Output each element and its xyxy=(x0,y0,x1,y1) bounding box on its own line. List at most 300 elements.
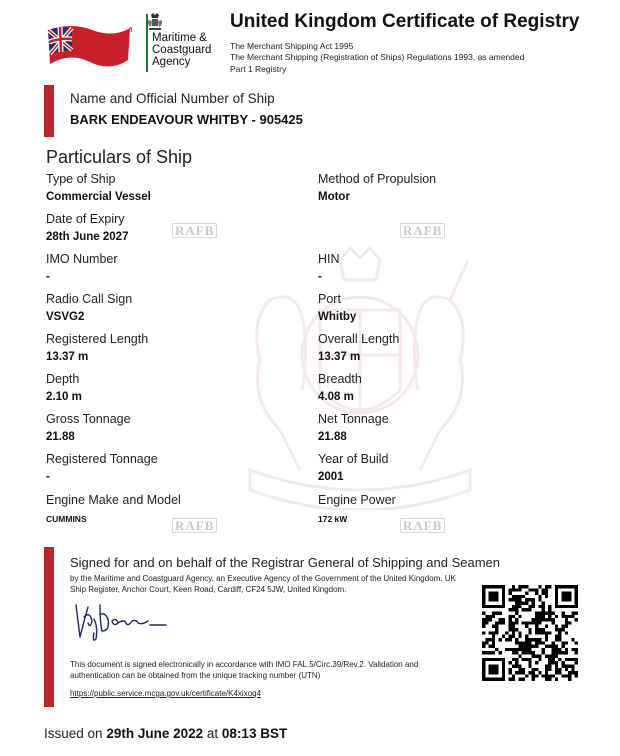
name-section-accent-bar xyxy=(44,85,54,137)
qr-module xyxy=(522,668,525,671)
qr-module xyxy=(512,635,515,638)
ship-name-label: Name and Official Number of Ship xyxy=(70,91,275,106)
qr-module xyxy=(532,645,535,648)
qr-module xyxy=(512,588,515,591)
qr-module xyxy=(525,608,528,611)
qr-module xyxy=(571,664,574,667)
qr-finder-module xyxy=(489,592,499,602)
qr-module xyxy=(485,618,488,621)
qr-module xyxy=(538,611,541,614)
qr-module xyxy=(575,658,578,661)
qr-module xyxy=(558,638,561,641)
qr-module xyxy=(565,668,568,671)
qr-module xyxy=(515,661,518,664)
qr-module xyxy=(558,631,561,634)
qr-code[interactable] xyxy=(482,585,578,681)
qr-module xyxy=(525,651,528,654)
qr-module xyxy=(518,585,521,588)
qr-module xyxy=(512,608,515,611)
field-value: 13.37 m xyxy=(318,351,361,363)
qr-module xyxy=(482,651,485,654)
qr-module xyxy=(558,658,561,661)
qr-module xyxy=(535,618,538,621)
signature-section-accent-bar xyxy=(44,547,54,707)
qr-module xyxy=(575,674,578,677)
qr-module xyxy=(518,635,521,638)
qr-module xyxy=(492,625,495,628)
qr-module xyxy=(515,588,518,591)
qr-module xyxy=(542,631,545,634)
qr-module xyxy=(538,598,541,601)
field-value: - xyxy=(46,271,50,283)
field-label: Engine Make and Model xyxy=(46,493,181,507)
ship-name-and-number xyxy=(70,112,303,127)
qr-module xyxy=(555,645,558,648)
qr-module xyxy=(548,615,551,618)
agency-name-line: Coastguard xyxy=(152,44,212,56)
qr-module xyxy=(495,625,498,628)
qr-module xyxy=(512,615,515,618)
qr-module xyxy=(548,608,551,611)
qr-module xyxy=(508,588,511,591)
qr-module xyxy=(545,595,548,598)
qr-module xyxy=(565,648,568,651)
qr-module xyxy=(528,628,531,631)
qr-module xyxy=(518,595,521,598)
qr-module xyxy=(535,592,538,595)
qr-module xyxy=(571,648,574,651)
registry-part-line: Part 1 Registry xyxy=(230,64,287,74)
qr-module xyxy=(571,668,574,671)
field-value: 28th June 2027 xyxy=(46,231,129,243)
qr-module xyxy=(542,651,545,654)
qr-module xyxy=(528,671,531,674)
qr-module xyxy=(512,605,515,608)
qr-module xyxy=(568,621,571,624)
qr-module xyxy=(528,664,531,667)
qr-module xyxy=(515,641,518,644)
qr-module xyxy=(525,625,528,628)
qr-finder-module xyxy=(561,592,571,602)
qr-module xyxy=(542,605,545,608)
qr-module xyxy=(555,655,558,658)
qr-module xyxy=(525,598,528,601)
qr-module xyxy=(555,664,558,667)
qr-module xyxy=(542,628,545,631)
qr-module xyxy=(545,645,548,648)
qr-module xyxy=(515,638,518,641)
qr-module xyxy=(528,658,531,661)
field-year-of-build xyxy=(318,452,568,485)
qr-module xyxy=(528,598,531,601)
qr-module xyxy=(561,611,564,614)
field-depth xyxy=(46,372,296,405)
field-registered-length xyxy=(46,332,296,365)
qr-module xyxy=(538,621,541,624)
qr-module xyxy=(558,668,561,671)
qr-module xyxy=(508,671,511,674)
qr-module xyxy=(538,631,541,634)
qr-module xyxy=(565,651,568,654)
qr-module xyxy=(518,598,521,601)
official-number: 905425 xyxy=(259,112,303,127)
electronic-signature-notice: This document is signed electronically in accordance with IMO FAL.5/Circ.39/Rev.2. Validation and authentication can be obtained from the unique tracking number (UTN) xyxy=(70,660,419,680)
field-overall-length xyxy=(318,332,568,365)
qr-module xyxy=(538,605,541,608)
field-imo-number xyxy=(46,252,296,285)
qr-module xyxy=(512,621,515,624)
qr-module xyxy=(508,628,511,631)
qr-module xyxy=(518,631,521,634)
qr-module xyxy=(522,678,525,681)
qr-module xyxy=(492,651,495,654)
qr-module xyxy=(515,658,518,661)
issued-date-line xyxy=(44,726,287,741)
qr-module xyxy=(532,605,535,608)
qr-module xyxy=(545,655,548,658)
qr-module xyxy=(558,651,561,654)
qr-module xyxy=(518,655,521,658)
qr-module xyxy=(482,645,485,648)
qr-module xyxy=(485,641,488,644)
watermark-mark: RAFB xyxy=(400,223,445,238)
qr-module xyxy=(515,608,518,611)
agency-name xyxy=(152,32,211,68)
field-label: Port xyxy=(318,292,341,306)
qr-module xyxy=(535,631,538,634)
field-value: Motor xyxy=(318,191,350,203)
qr-module xyxy=(535,621,538,624)
qr-module xyxy=(495,611,498,614)
qr-module xyxy=(542,648,545,651)
qr-module xyxy=(505,638,508,641)
qr-module xyxy=(558,628,561,631)
qr-module xyxy=(518,602,521,605)
qr-module xyxy=(552,674,555,677)
qr-module xyxy=(545,674,548,677)
qr-finder-module xyxy=(489,664,499,674)
qr-module xyxy=(561,625,564,628)
qr-module xyxy=(528,605,531,608)
qr-module xyxy=(568,615,571,618)
qr-module xyxy=(512,625,515,628)
qr-module xyxy=(508,638,511,641)
qr-module xyxy=(492,631,495,634)
field-value: 2.10 m xyxy=(46,391,82,403)
red-ensign-flag-icon xyxy=(44,20,132,76)
qr-module xyxy=(545,671,548,674)
qr-module xyxy=(518,641,521,644)
qr-module xyxy=(528,621,531,624)
qr-module xyxy=(522,608,525,611)
qr-module xyxy=(575,671,578,674)
qr-module xyxy=(515,598,518,601)
qr-module xyxy=(552,618,555,621)
qr-module xyxy=(545,635,548,638)
qr-module xyxy=(505,648,508,651)
field-value: VSVG2 xyxy=(46,311,85,323)
issued-prefix: Issued on xyxy=(44,726,103,741)
qr-module xyxy=(561,628,564,631)
qr-module xyxy=(548,658,551,661)
qr-module xyxy=(502,618,505,621)
qr-module xyxy=(555,661,558,664)
qr-module xyxy=(575,651,578,654)
qr-module xyxy=(535,645,538,648)
qr-module xyxy=(485,651,488,654)
qr-module xyxy=(499,611,502,614)
qr-module xyxy=(499,638,502,641)
qr-module xyxy=(528,661,531,664)
qr-module xyxy=(555,648,558,651)
field-value: 21.88 xyxy=(46,431,75,443)
qr-module xyxy=(542,611,545,614)
qr-module xyxy=(512,651,515,654)
qr-module xyxy=(485,615,488,618)
qr-module xyxy=(548,611,551,614)
qr-module xyxy=(575,648,578,651)
qr-module xyxy=(508,615,511,618)
qr-module xyxy=(482,625,485,628)
qr-module xyxy=(525,648,528,651)
qr-module xyxy=(561,651,564,654)
qr-module xyxy=(532,671,535,674)
qr-module xyxy=(522,648,525,651)
qr-module xyxy=(528,651,531,654)
qr-module xyxy=(555,628,558,631)
qr-module xyxy=(552,611,555,614)
qr-module xyxy=(499,621,502,624)
qr-module xyxy=(512,631,515,634)
qr-module xyxy=(492,638,495,641)
qr-module xyxy=(552,655,555,658)
qr-module xyxy=(565,658,568,661)
qr-module xyxy=(508,621,511,624)
name-separator: - xyxy=(247,112,260,127)
qr-module xyxy=(532,602,535,605)
qr-module xyxy=(552,621,555,624)
qr-module xyxy=(508,598,511,601)
mca-logo xyxy=(146,12,224,74)
qr-module xyxy=(508,608,511,611)
qr-module xyxy=(535,625,538,628)
qr-module xyxy=(499,618,502,621)
qr-module xyxy=(482,641,485,644)
qr-module xyxy=(555,678,558,681)
qr-module xyxy=(495,648,498,651)
qr-module xyxy=(525,641,528,644)
qr-module xyxy=(522,602,525,605)
field-port xyxy=(318,292,568,325)
field-value: 4.08 m xyxy=(318,391,354,403)
qr-module xyxy=(522,671,525,674)
qr-module xyxy=(552,645,555,648)
qr-module xyxy=(552,651,555,654)
qr-module xyxy=(548,674,551,677)
qr-module xyxy=(565,641,568,644)
qr-module xyxy=(528,641,531,644)
qr-module xyxy=(561,645,564,648)
qr-module xyxy=(542,592,545,595)
qr-module xyxy=(545,664,548,667)
qr-module xyxy=(558,671,561,674)
qr-module xyxy=(538,618,541,621)
field-value: - xyxy=(318,271,322,283)
qr-module xyxy=(482,618,485,621)
field-registered-tonnage xyxy=(46,452,296,485)
qr-module xyxy=(568,658,571,661)
qr-module xyxy=(535,661,538,664)
qr-module xyxy=(542,618,545,621)
qr-module xyxy=(565,615,568,618)
qr-module xyxy=(548,605,551,608)
qr-module xyxy=(571,638,574,641)
qr-module xyxy=(548,664,551,667)
qr-module xyxy=(495,631,498,634)
qr-module xyxy=(512,598,515,601)
field-label: Gross Tonnage xyxy=(46,412,131,426)
certificate-title: United Kingdom Certificate of Registry xyxy=(230,11,580,32)
qr-module xyxy=(515,621,518,624)
field-value: 21.88 xyxy=(318,431,347,443)
field-label: Net Tonnage xyxy=(318,412,389,426)
field-value: 172 kW xyxy=(318,514,348,524)
qr-module xyxy=(545,585,548,588)
qr-module xyxy=(561,664,564,667)
qr-module xyxy=(565,618,568,621)
qr-module xyxy=(532,588,535,591)
qr-module xyxy=(565,674,568,677)
qr-module xyxy=(535,628,538,631)
qr-module xyxy=(515,671,518,674)
qr-module xyxy=(518,668,521,671)
qr-module xyxy=(502,621,505,624)
field-label: Type of Ship xyxy=(46,172,116,186)
field-label: Registered Length xyxy=(46,332,149,346)
field-type-of-ship xyxy=(46,172,296,205)
agency-name-line: Agency xyxy=(152,56,191,68)
qr-module xyxy=(515,628,518,631)
qr-module xyxy=(545,625,548,628)
ship-name: BARK ENDEAVOUR WHITBY xyxy=(70,112,248,127)
qr-module xyxy=(525,674,528,677)
field-label: Radio Call Sign xyxy=(46,292,133,306)
qr-module xyxy=(515,664,518,667)
qr-module xyxy=(525,658,528,661)
qr-module xyxy=(552,641,555,644)
qr-module xyxy=(555,668,558,671)
qr-module xyxy=(518,605,521,608)
qr-module xyxy=(515,648,518,651)
qr-module xyxy=(525,592,528,595)
qr-module xyxy=(548,645,551,648)
qr-module xyxy=(542,615,545,618)
qr-module xyxy=(492,611,495,614)
field-gross-tonnage xyxy=(46,412,296,445)
field-value: 13.37 m xyxy=(46,351,89,363)
field-method-of-propulsion xyxy=(318,172,568,205)
qr-module xyxy=(508,648,511,651)
qr-module xyxy=(571,611,574,614)
qr-module xyxy=(489,638,492,641)
qr-module xyxy=(555,635,558,638)
qr-module xyxy=(512,628,515,631)
qr-module xyxy=(532,598,535,601)
qr-module xyxy=(548,678,551,681)
qr-module xyxy=(558,635,561,638)
qr-module xyxy=(561,615,564,618)
qr-module xyxy=(552,661,555,664)
qr-module xyxy=(489,618,492,621)
agency-name-line: Maritime & xyxy=(152,32,207,44)
particulars-title: Particulars of Ship xyxy=(46,147,193,167)
certificate-verification-link[interactable]: https://public.service.mcga.gov.uk/certificate/K4xixoq4 xyxy=(70,689,262,698)
agency-address-text: by the Maritime and Coastguard Agency, an Executive Agency of the Government of the United Kingdom. UK Ship Register, Anchor Court, Keen Road, Cardiff, CF24 5JW, United Kingdom. xyxy=(70,574,456,594)
qr-module xyxy=(515,611,518,614)
qr-module xyxy=(518,648,521,651)
field-breadth xyxy=(318,372,568,405)
qr-module xyxy=(485,638,488,641)
qr-module xyxy=(545,668,548,671)
qr-module xyxy=(508,592,511,595)
qr-module xyxy=(508,678,511,681)
field-radio-call-sign xyxy=(46,292,296,325)
qr-module xyxy=(522,585,525,588)
qr-module xyxy=(512,678,515,681)
qr-module xyxy=(508,635,511,638)
qr-module xyxy=(555,625,558,628)
qr-module xyxy=(528,648,531,651)
qr-module xyxy=(508,618,511,621)
field-value: Commercial Vessel xyxy=(46,191,151,203)
qr-module xyxy=(489,631,492,634)
watermark-mark: RAFB xyxy=(172,518,217,533)
field-label: Date of Expiry xyxy=(46,212,125,226)
qr-module xyxy=(528,645,531,648)
field-label: Method of Propulsion xyxy=(318,172,437,186)
qr-module xyxy=(575,611,578,614)
qr-module xyxy=(528,631,531,634)
qr-module xyxy=(561,661,564,664)
qr-module xyxy=(538,628,541,631)
qr-module xyxy=(522,658,525,661)
mca-logo-bar xyxy=(146,14,148,72)
qr-module xyxy=(568,664,571,667)
qr-module xyxy=(538,671,541,674)
qr-module xyxy=(542,608,545,611)
qr-module xyxy=(518,678,521,681)
field-hin xyxy=(318,252,568,285)
field-date-of-expiry xyxy=(46,212,296,245)
field-label: Breadth xyxy=(318,372,362,386)
qr-module xyxy=(518,615,521,618)
qr-module xyxy=(489,615,492,618)
registrar-signature xyxy=(70,597,170,643)
qr-module xyxy=(571,615,574,618)
field-value: - xyxy=(46,471,50,483)
qr-module xyxy=(515,605,518,608)
qr-module xyxy=(535,611,538,614)
qr-module xyxy=(548,618,551,621)
field-label: HIN xyxy=(318,252,340,266)
qr-module xyxy=(548,655,551,658)
qr-module xyxy=(492,615,495,618)
qr-module xyxy=(532,621,535,624)
qr-module xyxy=(571,658,574,661)
qr-module xyxy=(525,621,528,624)
field-label: Overall Length xyxy=(318,332,400,346)
qr-module xyxy=(565,631,568,634)
